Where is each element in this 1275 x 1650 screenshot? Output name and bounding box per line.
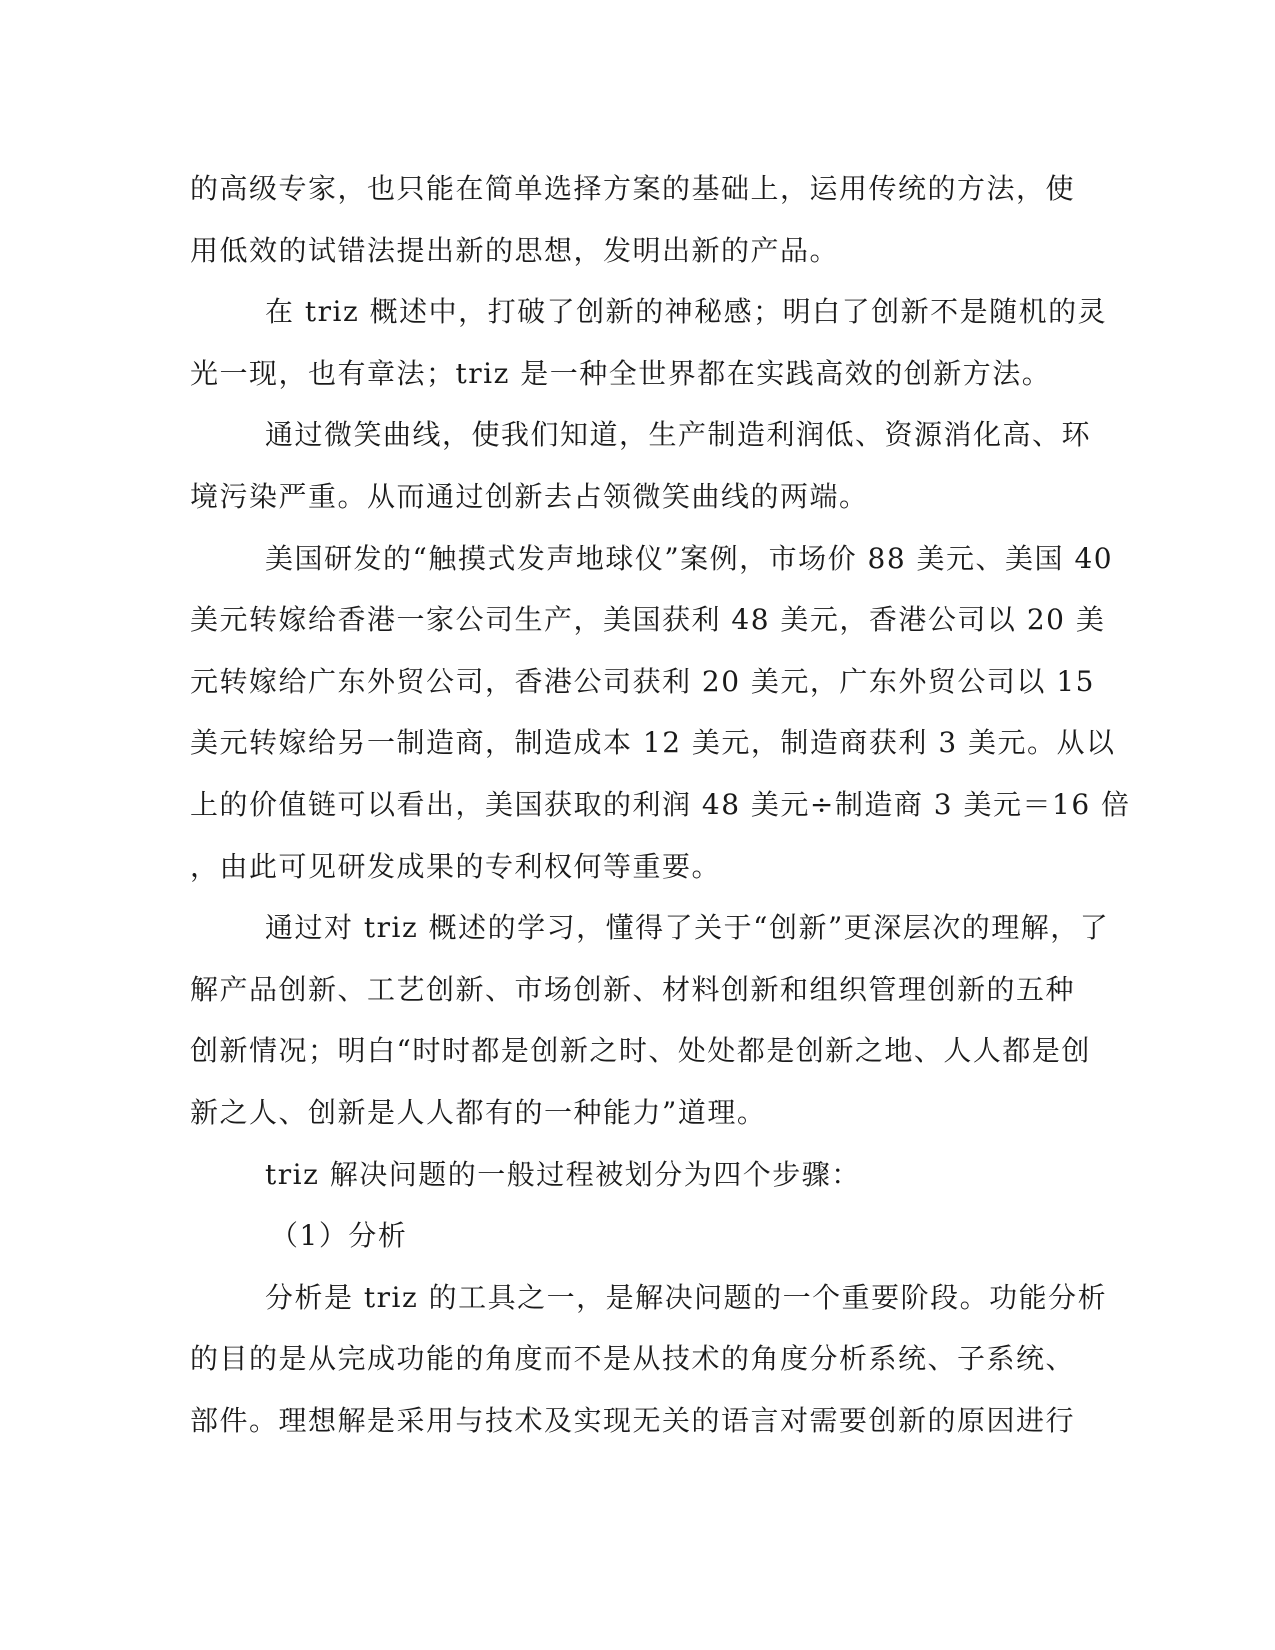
text-line: 境污染严重。从而通过创新去占领微笑曲线的两端。: [190, 479, 869, 513]
text-line: 用低效的试错法提出新的思想，发明出新的产品。: [190, 233, 840, 267]
text-line: 部件。理想解是采用与技术及实现无关的语言对需要创新的原因进行: [190, 1403, 1076, 1437]
text-line: 通过对 triz 概述的学习，懂得了关于“创新”更深层次的理解，了: [265, 911, 1110, 945]
text-line: 在 triz 概述中，打破了创新的神秘感；明白了创新不是随机的灵: [265, 295, 1108, 329]
text-line: 的目的是从完成功能的角度而不是从技术的角度分析系统、子系统、: [190, 1342, 1076, 1376]
text-line: 创新情况；明白“时时都是创新之时、处处都是创新之地、人人都是创: [190, 1034, 1091, 1068]
text-line: 元转嫁给广东外贸公司，香港公司获利 20 美元，广东外贸公司以 15: [190, 664, 1095, 698]
text-line: 上的价值链可以看出，美国获取的利润 48 美元÷制造商 3 美元＝16 倍: [190, 787, 1131, 821]
text-line: 的高级专家，也只能在简单选择方案的基础上，运用传统的方法，使: [190, 172, 1076, 205]
document-body: [190, 158, 1131, 1451]
text-line: 通过微笑曲线，使我们知道，生产制造利润低、资源消化高、环: [265, 418, 1092, 452]
text-line: 分析是 triz 的工具之一，是解决问题的一个重要阶段。功能分析: [265, 1280, 1108, 1314]
text-line: 新之人、创新是人人都有的一种能力”道理。: [190, 1095, 767, 1129]
text-line: ，由此可见研发成果的专利权何等重要。: [190, 849, 722, 883]
section-heading: （1）分析: [270, 1219, 408, 1253]
text-line: 美元转嫁给香港一家公司生产，美国获利 48 美元，香港公司以 20 美: [190, 603, 1106, 637]
text-line: 解产品创新、工艺创新、市场创新、材料创新和组织管理创新的五种: [190, 972, 1076, 1006]
text-line: 美元转嫁给另一制造商，制造成本 12 美元，制造商获利 3 美元。从以: [190, 726, 1116, 760]
text-line: 美国研发的“触摸式发声地球仪”案例，市场价 88 美元、美国 40: [265, 541, 1114, 575]
text-line: triz 解决问题的一般过程被划分为四个步骤：: [265, 1157, 861, 1191]
text-line: 光一现，也有章法；triz 是一种全世界都在实践高效的创新方法。: [190, 356, 1052, 390]
